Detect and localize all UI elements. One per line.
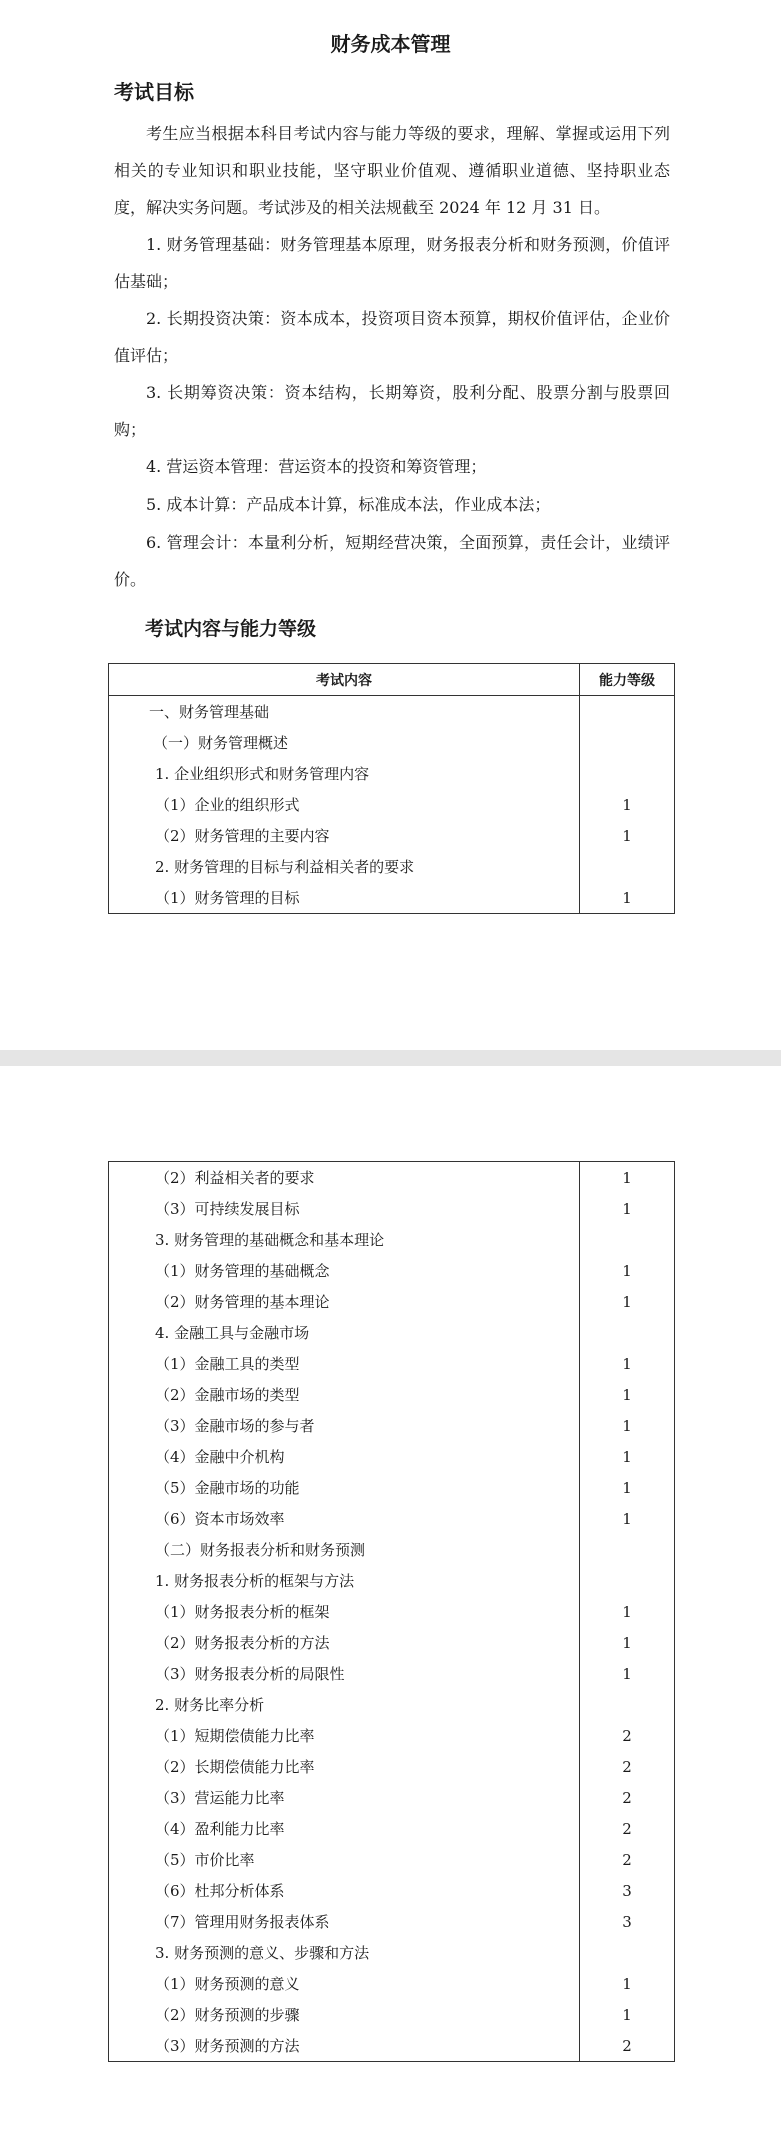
content-cell: （3）金融市场的参与者 — [109, 1410, 580, 1441]
content-cell: 一、财务管理基础 — [109, 696, 580, 728]
content-cell: （二）财务报表分析和财务预测 — [109, 1534, 580, 1565]
table-row — [109, 758, 675, 789]
content-cell: （1）金融工具的类型 — [109, 1348, 580, 1379]
content-cell: （3）营运能力比率 — [109, 1782, 580, 1813]
table-row — [109, 1193, 675, 1224]
level-cell: 1 — [580, 1255, 675, 1286]
goal-item: 2. 长期投资决策：资本成本，投资项目资本预算，期权价值评估，企业价值评估； — [114, 309, 670, 365]
level-cell — [580, 851, 675, 882]
level-cell: 1 — [580, 882, 675, 914]
column-header-content: 考试内容 — [109, 664, 580, 696]
level-cell: 1 — [580, 1968, 675, 1999]
table-row — [109, 1813, 675, 1844]
content-cell: （7）管理用财务报表体系 — [109, 1906, 580, 1937]
content-cell: （3）财务报表分析的局限性 — [109, 1658, 580, 1689]
content-cell: （2）财务管理的基本理论 — [109, 1286, 580, 1317]
content-cell: （2）金融市场的类型 — [109, 1379, 580, 1410]
content-cell: （2）利益相关者的要求 — [109, 1162, 580, 1194]
table-row — [109, 727, 675, 758]
content-heading: 考试内容与能力等级 — [145, 618, 317, 640]
table-row — [109, 1906, 675, 1937]
content-cell: （1）企业的组织形式 — [109, 789, 580, 820]
level-cell: 1 — [580, 1441, 675, 1472]
content-cell: （1）财务报表分析的框架 — [109, 1596, 580, 1627]
page-separator — [0, 1050, 781, 1066]
table-row — [109, 1999, 675, 2030]
level-cell: 2 — [580, 1720, 675, 1751]
goal-item: 4. 营运资本管理：营运资本的投资和筹资管理； — [146, 457, 487, 476]
level-cell: 1 — [580, 1410, 675, 1441]
level-cell: 1 — [580, 1596, 675, 1627]
page-1 — [0, 0, 781, 1050]
table-row — [109, 820, 675, 851]
level-cell: 1 — [580, 1286, 675, 1317]
content-table-2 — [108, 1161, 675, 2062]
level-cell — [580, 1534, 675, 1565]
level-cell: 1 — [580, 1379, 675, 1410]
content-cell: 3. 财务预测的意义、步骤和方法 — [109, 1937, 580, 1968]
content-cell: （1）财务管理的目标 — [109, 882, 580, 914]
table-row — [109, 1720, 675, 1751]
level-cell: 3 — [580, 1875, 675, 1906]
goal-item: 6. 管理会计：本量利分析，短期经营决策，全面预算，责任会计，业绩评价。 — [114, 533, 670, 589]
level-cell: 2 — [580, 1782, 675, 1813]
level-cell: 1 — [580, 1193, 675, 1224]
table-row — [109, 882, 675, 914]
content-cell: （3）财务预测的方法 — [109, 2030, 580, 2062]
content-cell: （5）金融市场的功能 — [109, 1472, 580, 1503]
table-row — [109, 1286, 675, 1317]
content-cell: （1）短期偿债能力比率 — [109, 1720, 580, 1751]
table-row — [109, 1441, 675, 1472]
content-cell: 1. 企业组织形式和财务管理内容 — [109, 758, 580, 789]
goals-heading: 考试目标 — [114, 80, 194, 104]
table-row — [109, 1627, 675, 1658]
level-cell — [580, 1565, 675, 1596]
level-cell: 2 — [580, 1844, 675, 1875]
content-cell: （2）财务预测的步骤 — [109, 1999, 580, 2030]
table-row — [109, 1503, 675, 1534]
content-cell: （3）可持续发展目标 — [109, 1193, 580, 1224]
goal-item: 3. 长期筹资决策：资本结构，长期筹资，股利分配、股票分割与股票回购； — [114, 383, 670, 439]
page-2 — [0, 1066, 781, 2131]
goal-item: 1. 财务管理基础：财务管理基本原理，财务报表分析和财务预测，价值评估基础； — [114, 235, 670, 291]
level-cell: 1 — [580, 820, 675, 851]
content-cell: （5）市价比率 — [109, 1844, 580, 1875]
content-cell: 2. 财务管理的目标与利益相关者的要求 — [109, 851, 580, 882]
content-table-1 — [108, 663, 675, 914]
level-cell: 1 — [580, 1348, 675, 1379]
table-row — [109, 1751, 675, 1782]
content-cell: （4）盈利能力比率 — [109, 1813, 580, 1844]
table-row — [109, 2030, 675, 2062]
goals-intro: 考生应当根据本科目考试内容与能力等级的要求，理解、掌握或运用下列相关的专业知识和职业技能，坚守职业价值观、遵循职业道德、坚持职业态度，解决实务问题。考试涉及的相关法规截至 2024 年 12 月 31 日。 — [114, 124, 670, 217]
content-cell: 1. 财务报表分析的框架与方法 — [109, 1565, 580, 1596]
table-row — [109, 1875, 675, 1906]
table-row — [109, 1844, 675, 1875]
level-cell: 2 — [580, 1813, 675, 1844]
table-row — [109, 1317, 675, 1348]
content-cell: （2）财务报表分析的方法 — [109, 1627, 580, 1658]
content-cell: （1）财务管理的基础概念 — [109, 1255, 580, 1286]
table-row — [109, 851, 675, 882]
level-cell — [580, 1937, 675, 1968]
content-cell: 2. 财务比率分析 — [109, 1689, 580, 1720]
content-cell: （6）杜邦分析体系 — [109, 1875, 580, 1906]
level-cell — [580, 1317, 675, 1348]
content-cell: （一）财务管理概述 — [109, 727, 580, 758]
table-row — [109, 1472, 675, 1503]
table-row — [109, 1937, 675, 1968]
level-cell: 2 — [580, 2030, 675, 2062]
level-cell — [580, 758, 675, 789]
level-cell — [580, 1689, 675, 1720]
table-row — [109, 1379, 675, 1410]
table-row — [109, 1255, 675, 1286]
table-row — [109, 1968, 675, 1999]
level-cell — [580, 727, 675, 758]
level-cell: 3 — [580, 1906, 675, 1937]
level-cell — [580, 696, 675, 728]
table-row — [109, 1224, 675, 1255]
content-cell: （2）财务管理的主要内容 — [109, 820, 580, 851]
content-cell: 4. 金融工具与金融市场 — [109, 1317, 580, 1348]
content-cell: 3. 财务管理的基础概念和基本理论 — [109, 1224, 580, 1255]
document-title: 财务成本管理 — [330, 32, 451, 56]
level-cell: 1 — [580, 1162, 675, 1194]
level-cell: 1 — [580, 1658, 675, 1689]
table-row — [109, 1658, 675, 1689]
table-row — [109, 1782, 675, 1813]
table-row — [109, 1162, 675, 1194]
level-cell: 1 — [580, 1999, 675, 2030]
level-cell — [580, 1224, 675, 1255]
content-cell: （1）财务预测的意义 — [109, 1968, 580, 1999]
level-cell: 1 — [580, 1627, 675, 1658]
table-row — [109, 1565, 675, 1596]
table-row — [109, 789, 675, 820]
content-cell: （6）资本市场效率 — [109, 1503, 580, 1534]
level-cell: 1 — [580, 789, 675, 820]
level-cell: 1 — [580, 1472, 675, 1503]
table-row — [109, 696, 675, 728]
level-cell: 1 — [580, 1503, 675, 1534]
content-cell: （4）金融中介机构 — [109, 1441, 580, 1472]
content-cell: （2）长期偿债能力比率 — [109, 1751, 580, 1782]
table-row — [109, 1410, 675, 1441]
table-row — [109, 1534, 675, 1565]
table-row — [109, 1348, 675, 1379]
level-cell: 2 — [580, 1751, 675, 1782]
goal-item: 5. 成本计算：产品成本计算，标准成本法，作业成本法； — [146, 495, 551, 514]
table-row — [109, 1596, 675, 1627]
column-header-level: 能力等级 — [580, 664, 675, 696]
table-row — [109, 1689, 675, 1720]
